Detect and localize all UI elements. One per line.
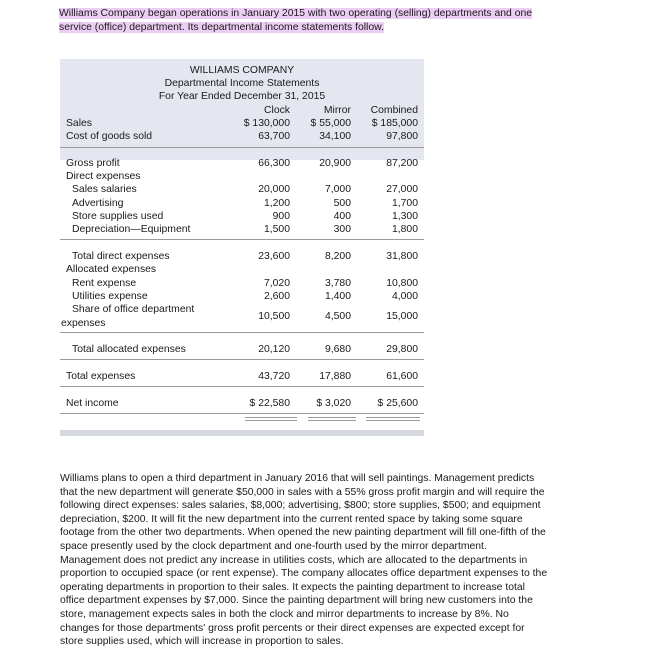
divider [60,332,424,333]
total-allocated-clock: 20,120 [258,344,290,355]
depreciation-clock: 1,500 [263,224,290,235]
rent-combined: 10,800 [386,278,418,289]
col-header-combined: Combined [370,105,418,116]
row-label-depreciation: Depreciation—Equipment [72,224,191,235]
gross-combined: 87,200 [386,158,418,169]
row-label-rent: Rent expense [72,278,137,289]
company-name: WILLIAMS COMPANY [189,65,295,76]
sales-mirror: $ 55,000 [310,118,351,129]
row-label-total-expenses: Total expenses [66,371,136,382]
row-label-cogs: Cost of goods sold [66,131,153,142]
supplies-clock: 900 [272,211,290,222]
row-label-office-share: Share of office department [72,304,195,315]
salaries-clock: 20,000 [258,184,290,195]
total-allocated-mirror: 9,680 [324,344,351,355]
net-income-combined: $ 25,600 [377,398,418,409]
col-header-clock: Clock [264,105,290,116]
salaries-mirror: 7,000 [324,184,351,195]
depreciation-mirror: 300 [333,224,351,235]
depreciation-combined: 1,800 [391,224,418,235]
sales-combined: $ 185,000 [371,118,418,129]
income-statement [60,59,424,436]
salaries-combined: 27,000 [386,184,418,195]
double-underline [308,420,356,421]
net-income-clock: $ 22,580 [249,398,290,409]
double-underline [245,420,297,421]
divider [60,147,424,148]
divider [60,386,424,387]
double-underline [366,417,420,418]
double-underline [366,420,420,421]
row-label-gross-profit: Gross profit [66,158,120,169]
double-underline [308,417,356,418]
gross-clock: 66,300 [258,158,290,169]
cogs-clock: 63,700 [258,131,290,142]
supplies-combined: 1,300 [391,211,418,222]
total-direct-clock: 23,600 [258,251,290,262]
office-share-clock: 10,500 [258,311,290,322]
sales-clock: $ 130,000 [243,118,290,129]
advertising-clock: 1,200 [263,198,290,209]
cogs-mirror: 34,100 [319,131,351,142]
row-label-direct-expenses: Direct expenses [66,171,141,182]
row-label-utilities: Utilities expense [72,291,148,302]
col-header-mirror: Mirror [323,105,351,116]
row-label-allocated-expenses: Allocated expenses [66,264,157,275]
utilities-combined: 4,000 [391,291,418,302]
utilities-clock: 2,600 [263,291,290,302]
total-expenses-mirror: 17,880 [319,371,351,382]
problem-paragraph: Williams plans to open a third department in January 2016 that will sell paintings. Management predicts that the new department will generate $50,000 in sales with a 55% gross profit margin and will require the following direct expenses: sales salaries, $8,000; advertising, $800; store supplies, $500; and equipment depreciation, $200. It will fit the new department into the current rented space by taking some square footage from the other two departments. When opened the new painting department will fill one-fifth of the space presently used by the clock department and one-fourth used by the mirror department. Management does not predict any increase in utilities costs, which are allocated to the departments in proportion to occupied space (or rent expense). The company allocates office department expenses to the operating departments in proportion to their sales. It expects the painting department to increase total office department expenses by $7,000. Since the painting department will bring new customers into the store, management expects sales in both the clock and mirror departments to increase by 8%. No changes for those departments' gross profit percents or their direct expenses are expected except for store supplies used, which will increase in proportion to sales. [60,473,548,648]
row-label-total-allocated: Total allocated expenses [72,344,186,355]
row-label-sales-salaries: Sales salaries [72,184,137,195]
cogs-combined: 97,800 [386,131,418,142]
row-label-total-direct: Total direct expenses [72,251,170,262]
total-direct-mirror: 8,200 [324,251,351,262]
statement-title: Departmental Income Statements [164,78,320,89]
row-label-sales: Sales [66,118,92,129]
row-label-net-income: Net income [66,398,119,409]
divider [60,413,424,414]
statement-footer-band [60,430,424,436]
total-expenses-clock: 43,720 [258,371,290,382]
divider [60,359,424,360]
divider [60,239,424,240]
supplies-mirror: 400 [333,211,351,222]
rent-clock: 7,020 [263,278,290,289]
double-underline [245,417,297,418]
office-share-mirror: 4,500 [324,311,351,322]
advertising-mirror: 500 [333,198,351,209]
total-allocated-combined: 29,800 [386,344,418,355]
intro-text [59,7,539,34]
row-label-advertising: Advertising [72,198,124,209]
rent-mirror: 3,780 [324,278,351,289]
row-label-office-share-cont: expenses [61,318,106,329]
advertising-combined: 1,700 [391,198,418,209]
total-expenses-combined: 61,600 [386,371,418,382]
total-direct-combined: 31,800 [386,251,418,262]
utilities-mirror: 1,400 [324,291,351,302]
row-label-store-supplies: Store supplies used [72,211,164,222]
gross-mirror: 20,900 [319,158,351,169]
statement-period: For Year Ended December 31, 2015 [158,91,326,102]
intro-highlight: Williams Company began operations in January 2015 with two operating (selling) departments and one service (office) department. Its departmental income statements follow. [59,8,533,33]
office-share-combined: 15,000 [386,311,418,322]
net-income-mirror: $ 3,020 [316,398,351,409]
